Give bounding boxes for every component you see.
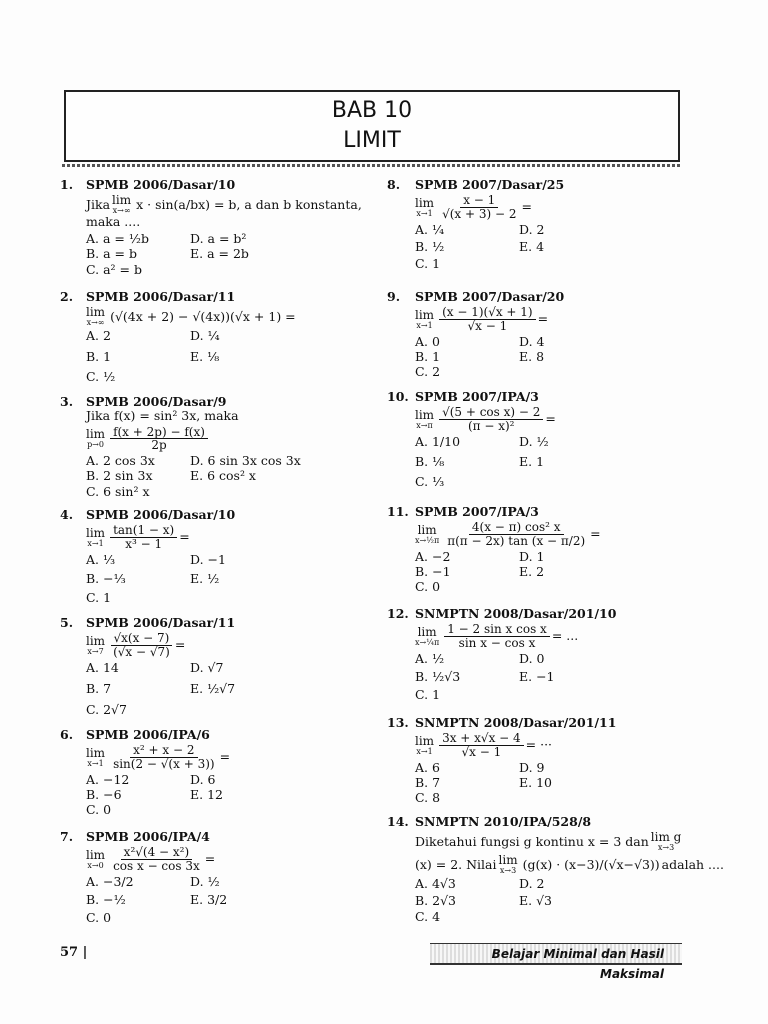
equals-sign: = xyxy=(179,529,190,545)
answer-options xyxy=(86,232,362,277)
answer-options xyxy=(415,550,639,595)
question-3 xyxy=(60,394,310,499)
option-e: E. 2 xyxy=(519,563,545,579)
question-10 xyxy=(387,389,639,490)
option-d: D. 6 xyxy=(190,771,216,787)
option-c: C. 6 sin² x xyxy=(86,483,150,499)
option-d: D. ½ xyxy=(190,873,220,889)
equals-sign: = xyxy=(174,637,186,653)
option-a: A. −3/2 xyxy=(86,873,134,889)
question-9 xyxy=(387,289,639,380)
option-c: C. ½ xyxy=(86,369,116,385)
answer-options xyxy=(415,761,639,806)
limit-fraction: $\frac{\text{1 − 2 sin x cos x}}{\text{sin x − cos x}}$ xyxy=(444,623,550,649)
limit-fraction: $\frac{\text{x²√(4 − x²)}}{\text{cos x − cos 3x}}$ xyxy=(113,845,200,873)
question-number: 12. xyxy=(387,606,409,621)
option-c: C. 1 xyxy=(415,687,441,703)
question-stem: maka .... xyxy=(86,214,141,230)
question-source: SPMB 2006/IPA/6 xyxy=(86,727,210,742)
option-d: D. 2 xyxy=(519,221,545,237)
question-1 xyxy=(60,177,362,277)
equals-sign: = xyxy=(219,749,231,765)
footer-tagline: Belajar Minimal dan Hasil Maksimal xyxy=(430,943,682,965)
option-e: E. ⅛ xyxy=(190,348,220,364)
answer-options xyxy=(86,875,310,926)
option-d: D. 9 xyxy=(519,759,545,775)
chapter-header xyxy=(64,90,680,162)
option-c: C. 1 xyxy=(415,256,441,272)
limit-fraction: $\frac{f(x + 2p) - f(x)}{2p}$ xyxy=(110,426,208,452)
limit-operator: lim x→1 xyxy=(415,307,435,330)
question-source: SPMB 2006/Dasar/11 xyxy=(86,289,236,304)
question-source: SPMB 2007/Dasar/20 xyxy=(415,289,565,304)
option-b: B. ⅛ xyxy=(415,453,445,469)
limit-expression: (√(4x + 2) − √(4x))(√x + 1) = xyxy=(110,308,296,324)
limit-fraction: $\frac{3x + x√x - 4}{√x - 1}$ xyxy=(439,732,524,758)
limit-fraction: $\frac{√x(x - 7)}{(√x - √7)}$ xyxy=(110,632,173,658)
option-a: A. −12 xyxy=(86,771,130,787)
limit-operator: lim g x→3 xyxy=(650,830,682,853)
question-source: SPMB 2006/Dasar/10 xyxy=(86,507,236,522)
option-b: B. a = b xyxy=(86,246,138,262)
option-a: A. −2 xyxy=(415,548,451,564)
question-source: SPMB 2006/Dasar/9 xyxy=(86,394,227,409)
question-8 xyxy=(387,177,639,272)
equals-sign: = ... xyxy=(551,628,579,644)
option-a: A. ⅓ xyxy=(86,551,116,567)
option-d: D. 6 sin 3x cos 3x xyxy=(190,452,301,468)
option-c: C. ⅓ xyxy=(415,474,445,490)
option-d: D. ¼ xyxy=(190,328,220,344)
option-b: B. −6 xyxy=(86,786,122,802)
option-d: D. ½ xyxy=(519,433,549,449)
option-b: B. 2√3 xyxy=(415,892,457,908)
answer-options xyxy=(415,652,639,703)
answer-options xyxy=(86,661,310,718)
option-e: E. 6 cos² x xyxy=(190,468,256,484)
question-source: SPMB 2007/IPA/3 xyxy=(415,504,539,519)
option-d: D. 1 xyxy=(519,548,545,564)
equals-sign: = xyxy=(521,199,532,215)
answer-options xyxy=(86,773,310,818)
option-e: E. ½√7 xyxy=(190,680,236,696)
limit-fraction: $\frac{x - 1}{√(x + 3) - 2}$ xyxy=(442,193,517,221)
option-d: D. √7 xyxy=(190,659,224,675)
question-12 xyxy=(387,606,639,703)
answer-options xyxy=(86,454,310,499)
limit-operator: lim x→0 xyxy=(86,847,106,870)
option-b: B. −⅓ xyxy=(86,570,126,586)
option-c: C. 4 xyxy=(415,909,441,925)
question-source: SNMPTN 2008/Dasar/201/11 xyxy=(415,715,617,730)
limit-operator: lim x→1 xyxy=(415,195,435,218)
option-e: E. 3/2 xyxy=(190,891,228,907)
answer-options xyxy=(415,223,639,272)
option-e: E. 4 xyxy=(519,238,545,254)
question-number: 7. xyxy=(60,829,74,844)
question-5 xyxy=(60,615,310,718)
question-stem: Diketahui fungsi g kontinu x = 3 dan xyxy=(415,833,649,849)
question-number: 6. xyxy=(60,727,74,742)
option-c: C. 0 xyxy=(86,910,112,926)
option-a: A. 6 xyxy=(415,759,440,775)
limit-operator: lim x→7 xyxy=(86,633,106,656)
question-14 xyxy=(387,814,724,925)
option-a: A. a = ½b xyxy=(86,230,149,246)
option-b: B. 7 xyxy=(86,680,112,696)
limit-operator: lim x→π xyxy=(415,407,435,430)
option-a: A. 2 cos 3x xyxy=(86,452,155,468)
question-stem: Jika xyxy=(86,196,111,212)
question-stem: (x) = 2. Nilai xyxy=(415,856,497,872)
option-a: A. 0 xyxy=(415,333,440,349)
option-c: C. 2 xyxy=(415,364,441,380)
question-source: SPMB 2006/IPA/4 xyxy=(86,829,210,844)
limit-operator: lim x→1 xyxy=(415,733,435,756)
equals-sign: = xyxy=(545,411,556,427)
limit-expression: (g(x) · (x−3)/(√x−√3)) xyxy=(522,856,660,872)
question-2 xyxy=(60,289,310,385)
limit-operator: lim x→1 xyxy=(86,745,106,768)
question-number: 4. xyxy=(60,507,74,522)
question-stem: x · sin(a/bx) = b, a dan b konstanta, xyxy=(136,196,362,212)
question-number: 2. xyxy=(60,289,74,304)
question-source: SNMPTN 2010/IPA/528/8 xyxy=(415,814,592,829)
option-a: A. 14 xyxy=(86,659,119,675)
equals-sign: = xyxy=(204,851,216,867)
question-number: 8. xyxy=(387,177,401,192)
limit-operator: lim x→1 xyxy=(86,525,106,548)
option-b: B. 2 sin 3x xyxy=(86,468,153,484)
question-stem: Jika f(x) = sin² 3x, maka xyxy=(86,408,239,424)
chapter-number: BAB 10 xyxy=(331,98,413,123)
limit-operator: lim x→½π xyxy=(415,522,440,545)
option-c: C. 1 xyxy=(86,590,112,606)
question-13 xyxy=(387,715,639,806)
question-7 xyxy=(60,829,310,926)
option-d: D. 2 xyxy=(519,876,545,892)
question-stem: adalah .... xyxy=(661,856,724,872)
option-c: C. 0 xyxy=(415,579,441,595)
limit-fraction: $\frac{\tan(1 - x)}{\text{x³ − 1}}$ xyxy=(110,524,177,550)
question-source: SNMPTN 2008/Dasar/201/10 xyxy=(415,606,617,621)
limit-operator: lim p→0 xyxy=(86,427,106,450)
option-e: E. 12 xyxy=(190,786,223,802)
answer-options xyxy=(415,435,639,490)
option-e: E. −1 xyxy=(519,668,555,684)
answer-options xyxy=(415,877,724,924)
option-b: B. 1 xyxy=(86,348,112,364)
option-e: E. a = 2b xyxy=(190,246,249,262)
option-d: D. a = b² xyxy=(190,230,247,246)
question-source: SPMB 2006/Dasar/10 xyxy=(86,177,236,192)
question-number: 3. xyxy=(60,394,74,409)
question-number: 1. xyxy=(60,177,74,192)
option-a: A. ¼ xyxy=(415,221,445,237)
question-number: 9. xyxy=(387,289,401,304)
option-d: D. −1 xyxy=(190,551,226,567)
option-a: A. 4√3 xyxy=(415,876,456,892)
question-number: 11. xyxy=(387,504,409,519)
question-11 xyxy=(387,504,639,595)
option-d: D. 4 xyxy=(519,333,545,349)
option-b: B. −½ xyxy=(86,891,126,907)
answer-options xyxy=(86,329,310,384)
option-b: B. ½ xyxy=(415,238,445,254)
chapter-title: LIMIT xyxy=(343,128,401,153)
option-c: C. 2√7 xyxy=(86,702,127,718)
limit-fraction: $\frac{\text{4(x − π) cos² x}}{\pi(\pi - 2x) \tan (x - \pi/2)}$ xyxy=(447,520,586,548)
limit-fraction: $\frac{\text{√(5 + cos x) − 2}}{\text{(π − x)²}}$ xyxy=(439,406,543,432)
option-b: B. ½√3 xyxy=(415,668,461,684)
option-e: E. 1 xyxy=(519,453,545,469)
page-number: 57 | xyxy=(60,945,88,960)
equals-sign: = xyxy=(590,526,601,542)
option-b: B. −1 xyxy=(415,563,451,579)
question-source: SPMB 2006/Dasar/11 xyxy=(86,615,236,630)
option-e: E. 8 xyxy=(519,348,545,364)
limit-operator: lim x→∞ xyxy=(112,193,132,216)
question-6 xyxy=(60,727,310,818)
answer-options xyxy=(86,553,310,606)
limit-operator: lim x→¼π xyxy=(415,624,440,647)
option-a: A. ½ xyxy=(415,650,445,666)
question-number: 13. xyxy=(387,715,409,730)
equals-sign: = ··· xyxy=(525,737,553,753)
limit-fraction: $\frac{(x - 1)(√x + 1)}{√x - 1}$ xyxy=(439,306,536,332)
option-c: C. 0 xyxy=(86,802,112,818)
option-e: E. 10 xyxy=(519,774,552,790)
option-b: B. 7 xyxy=(415,774,441,790)
option-d: D. 0 xyxy=(519,650,545,666)
option-c: C. 8 xyxy=(415,790,441,806)
question-number: 5. xyxy=(60,615,74,630)
limit-operator: lim x→∞ xyxy=(86,305,106,328)
option-e: E. ½ xyxy=(190,570,220,586)
option-e: E. √3 xyxy=(519,892,552,908)
limit-operator: lim x→3 xyxy=(498,853,518,876)
question-number: 10. xyxy=(387,389,409,404)
option-a: A. 2 xyxy=(86,328,111,344)
question-source: SPMB 2007/IPA/3 xyxy=(415,389,539,404)
option-b: B. 1 xyxy=(415,348,441,364)
question-4 xyxy=(60,507,310,606)
question-source: SPMB 2007/Dasar/25 xyxy=(415,177,565,192)
option-c: C. a² = b xyxy=(86,261,142,277)
option-a: A. 1/10 xyxy=(415,433,461,449)
equals-sign: = xyxy=(537,311,549,327)
question-number: 14. xyxy=(387,814,409,829)
limit-fraction: $\frac{\text{x² + x − 2}}{\sin(2 - √(x + 3))}$ xyxy=(113,743,215,771)
answer-options xyxy=(415,335,639,380)
